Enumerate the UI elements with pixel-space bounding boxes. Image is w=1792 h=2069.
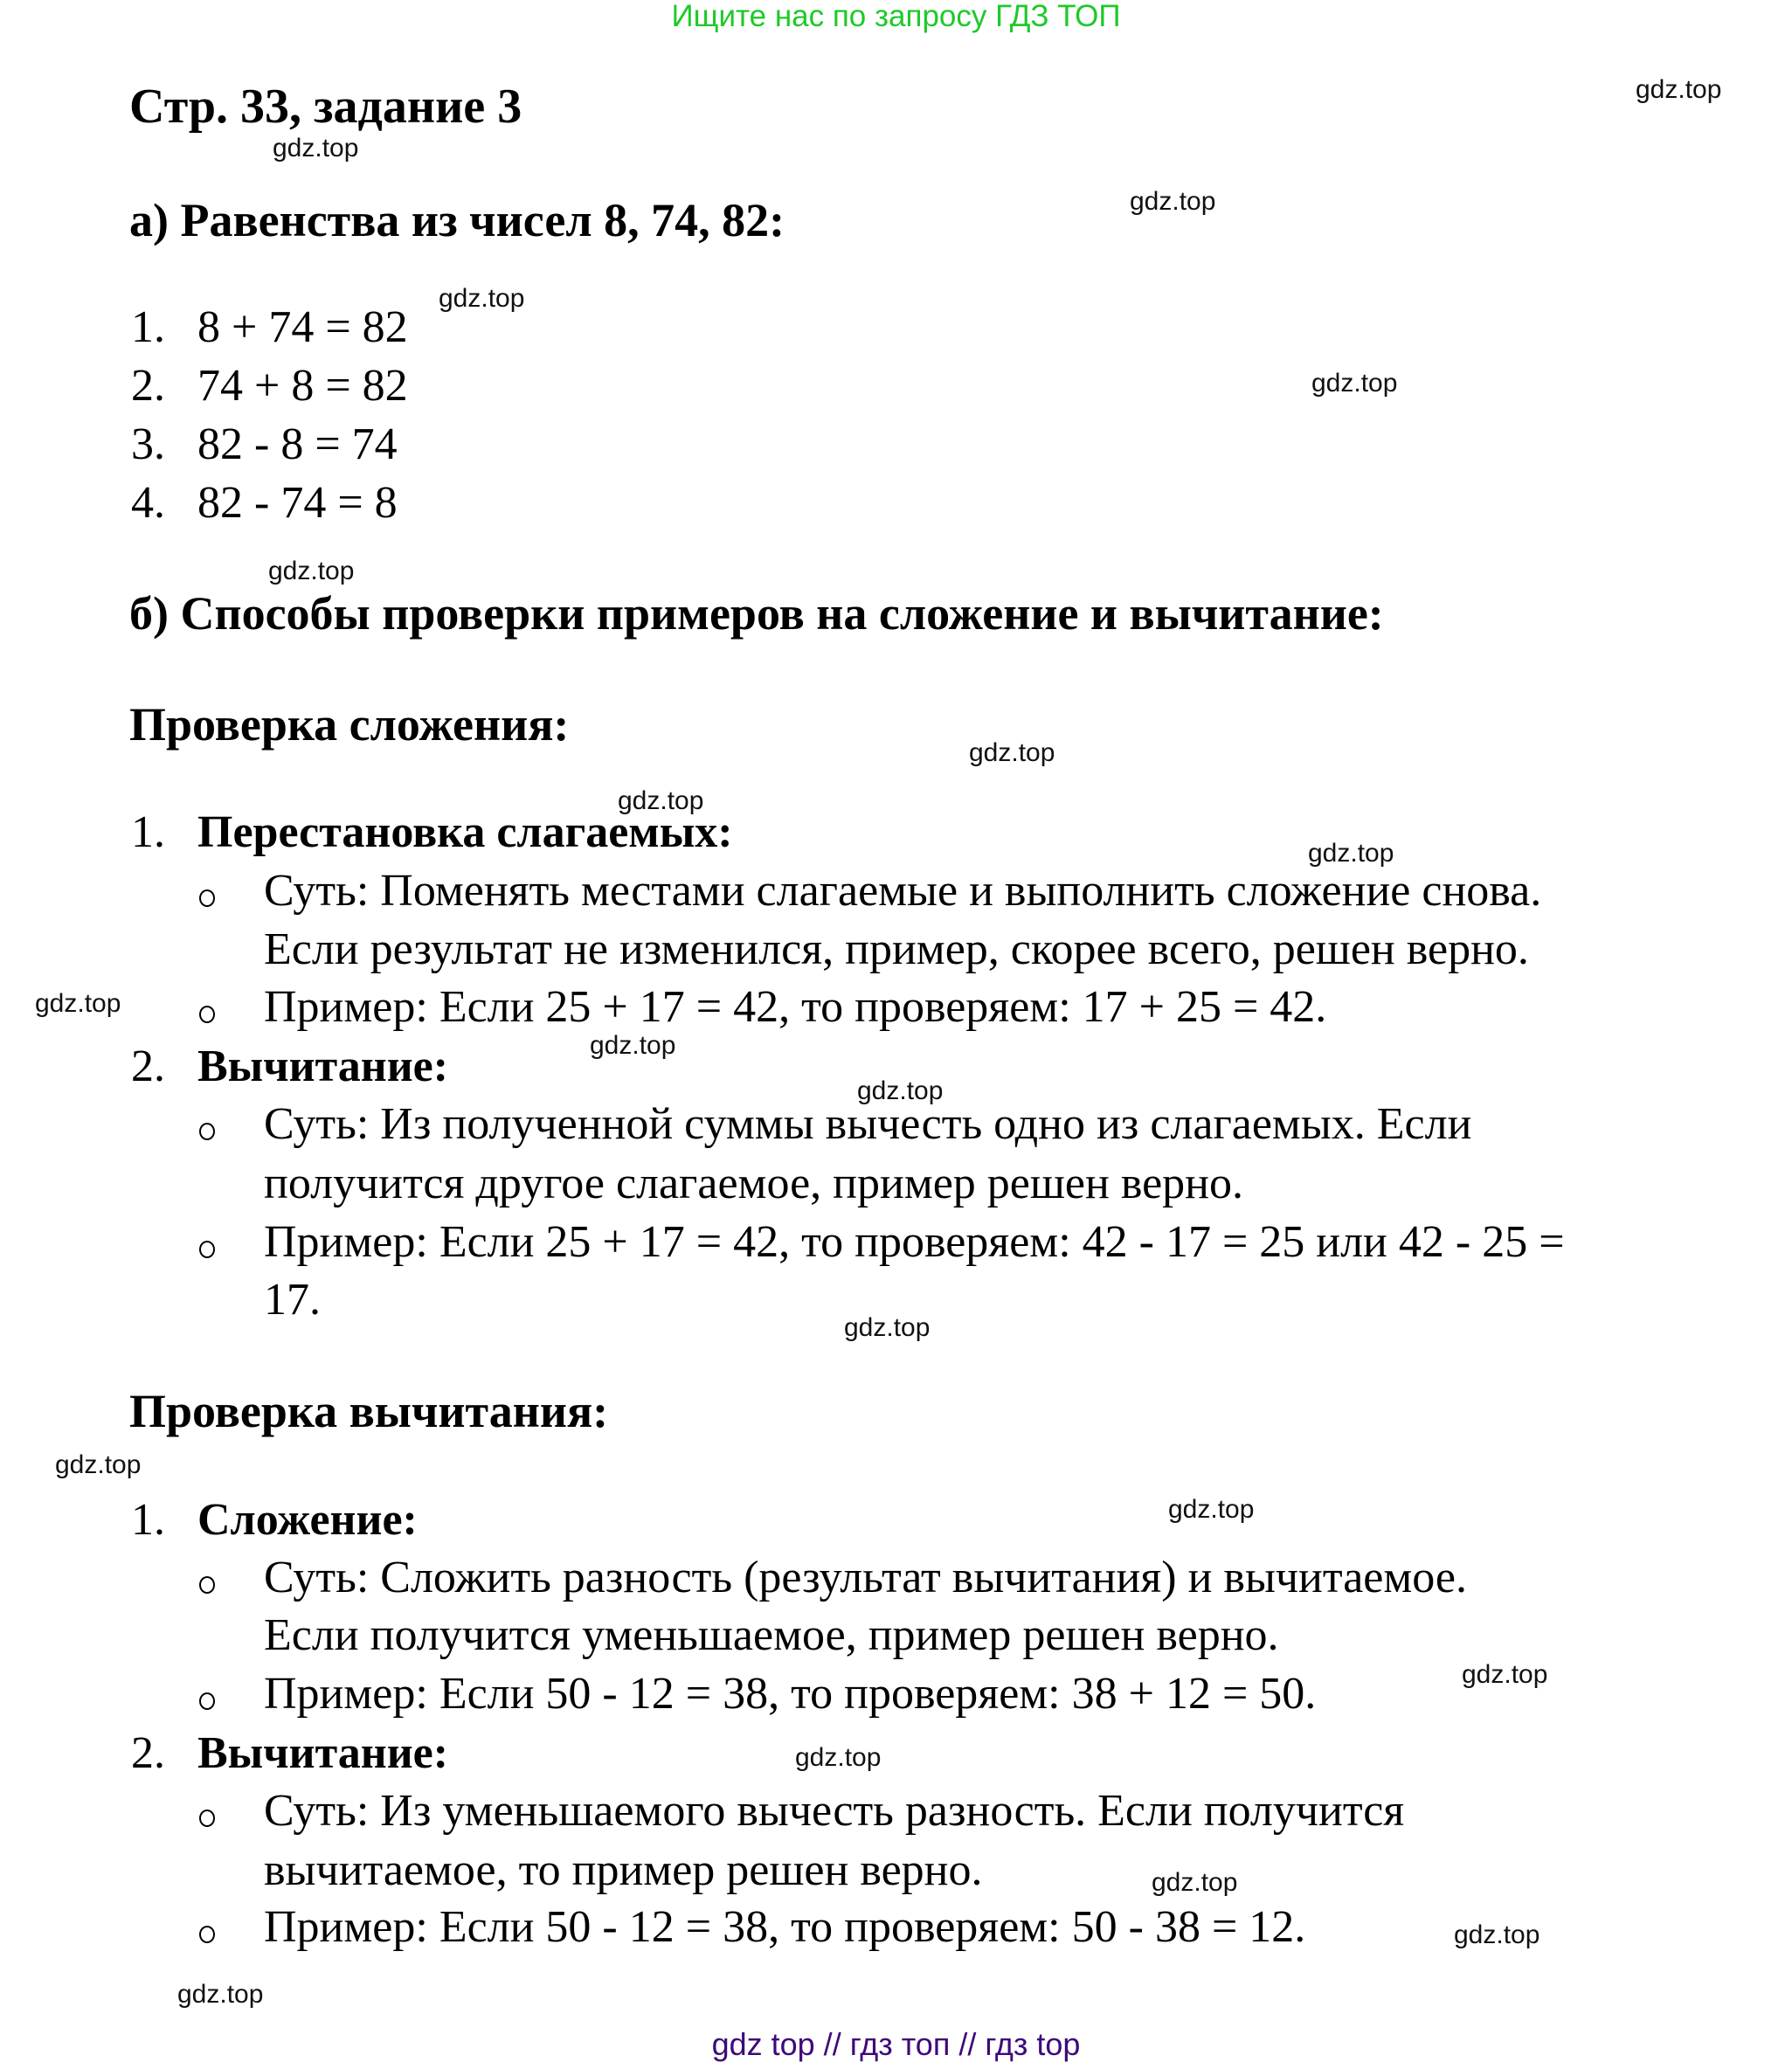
part-a-heading: а) Равенства из чисел 8, 74, 82: xyxy=(129,194,785,246)
equation-number: 4. xyxy=(131,478,165,528)
item-line: Суть: Из полученной суммы вычесть одно из слагаемых. Если xyxy=(264,1099,1472,1149)
item-line: Если результат не изменился, пример, скорее всего, решен верно. xyxy=(264,924,1529,974)
bullet-circle-icon xyxy=(199,1006,218,1025)
bullet-circle-icon xyxy=(199,1926,218,1945)
bullet-circle-icon xyxy=(199,1123,218,1142)
item-line: Пример: Если 25 + 17 = 42, то проверяем: 17 + 25 = 42. xyxy=(264,982,1327,1032)
watermark: gdz.top xyxy=(590,1031,676,1060)
watermark: gdz.top xyxy=(844,1313,931,1342)
item-line: вычитаемое, то пример решен верно. xyxy=(264,1845,983,1895)
watermark: gdz.top xyxy=(795,1743,882,1772)
bullet-circle-icon xyxy=(199,1241,218,1260)
item-title: Сложение: xyxy=(197,1495,418,1545)
subtraction-check-heading: Проверка вычитания: xyxy=(129,1385,609,1437)
watermark: gdz.top xyxy=(439,284,525,313)
equation: 8 + 74 = 82 xyxy=(197,302,408,352)
bullet-circle-icon xyxy=(199,1810,218,1829)
watermark: gdz.top xyxy=(1130,187,1216,216)
equation: 82 - 8 = 74 xyxy=(197,419,398,469)
item-line: Пример: Если 25 + 17 = 42, то проверяем: 42 - 17 = 25 или 42 - 25 = xyxy=(264,1217,1565,1267)
item-number: 2. xyxy=(131,1728,165,1778)
item-number: 2. xyxy=(131,1041,165,1091)
item-number: 1. xyxy=(131,1495,165,1545)
equation-number: 1. xyxy=(131,302,165,352)
item-line: Суть: Сложить разность (результат вычитания) и вычитаемое. xyxy=(264,1553,1468,1602)
watermark: gdz.top xyxy=(857,1076,944,1105)
item-title: Перестановка слагаемых: xyxy=(197,807,733,857)
part-b-heading: б) Способы проверки примеров на сложение и вычитание: xyxy=(129,587,1384,640)
bullet-circle-icon xyxy=(199,889,218,909)
item-line: Суть: Поменять местами слагаемые и выполнить сложение снова. xyxy=(264,866,1542,916)
bullet-circle-icon xyxy=(199,1692,218,1712)
watermark: gdz.top xyxy=(177,1980,264,2009)
item-line: 17. xyxy=(264,1275,321,1325)
watermark: gdz.top xyxy=(1152,1868,1238,1897)
item-line: Суть: Из уменьшаемого вычесть разность. Если получится xyxy=(264,1786,1405,1836)
search-banner[interactable]: Ищите нас по запросу ГДЗ ТОП xyxy=(671,0,1121,33)
addition-check-heading: Проверка сложения: xyxy=(129,698,570,751)
item-line: Пример: Если 50 - 12 = 38, то проверяем: 38 + 12 = 50. xyxy=(264,1669,1317,1719)
item-line: Если получится уменьшаемое, пример решен верно. xyxy=(264,1610,1279,1660)
watermark: gdz.top xyxy=(35,989,121,1018)
item-line: получится другое слагаемое, пример решен верно. xyxy=(264,1159,1243,1208)
equation: 74 + 8 = 82 xyxy=(197,361,408,411)
watermark: gdz.top xyxy=(55,1450,142,1479)
equation: 82 - 74 = 8 xyxy=(197,478,398,528)
item-title: Вычитание: xyxy=(197,1041,449,1091)
watermark: gdz.top xyxy=(1636,75,1722,104)
watermark: gdz.top xyxy=(1454,1920,1540,1949)
equation-number: 3. xyxy=(131,419,165,469)
item-title: Вычитание: xyxy=(197,1728,449,1778)
page-title: Стр. 33, задание 3 xyxy=(129,80,522,134)
watermark: gdz.top xyxy=(268,557,355,585)
watermark: gdz.top xyxy=(1311,369,1398,398)
watermark: gdz.top xyxy=(969,738,1055,767)
watermark: gdz.top xyxy=(1308,839,1394,868)
bullet-circle-icon xyxy=(199,1576,218,1595)
footer-links[interactable]: gdz top // гдз топ // гдз top xyxy=(711,2026,1081,2062)
item-number: 1. xyxy=(131,807,165,857)
watermark: gdz.top xyxy=(1462,1660,1548,1689)
item-line: Пример: Если 50 - 12 = 38, то проверяем: 50 - 38 = 12. xyxy=(264,1902,1306,1952)
watermark: gdz.top xyxy=(618,786,704,815)
watermark: gdz.top xyxy=(1168,1495,1255,1524)
watermark: gdz.top xyxy=(273,134,359,163)
equation-number: 2. xyxy=(131,361,165,411)
